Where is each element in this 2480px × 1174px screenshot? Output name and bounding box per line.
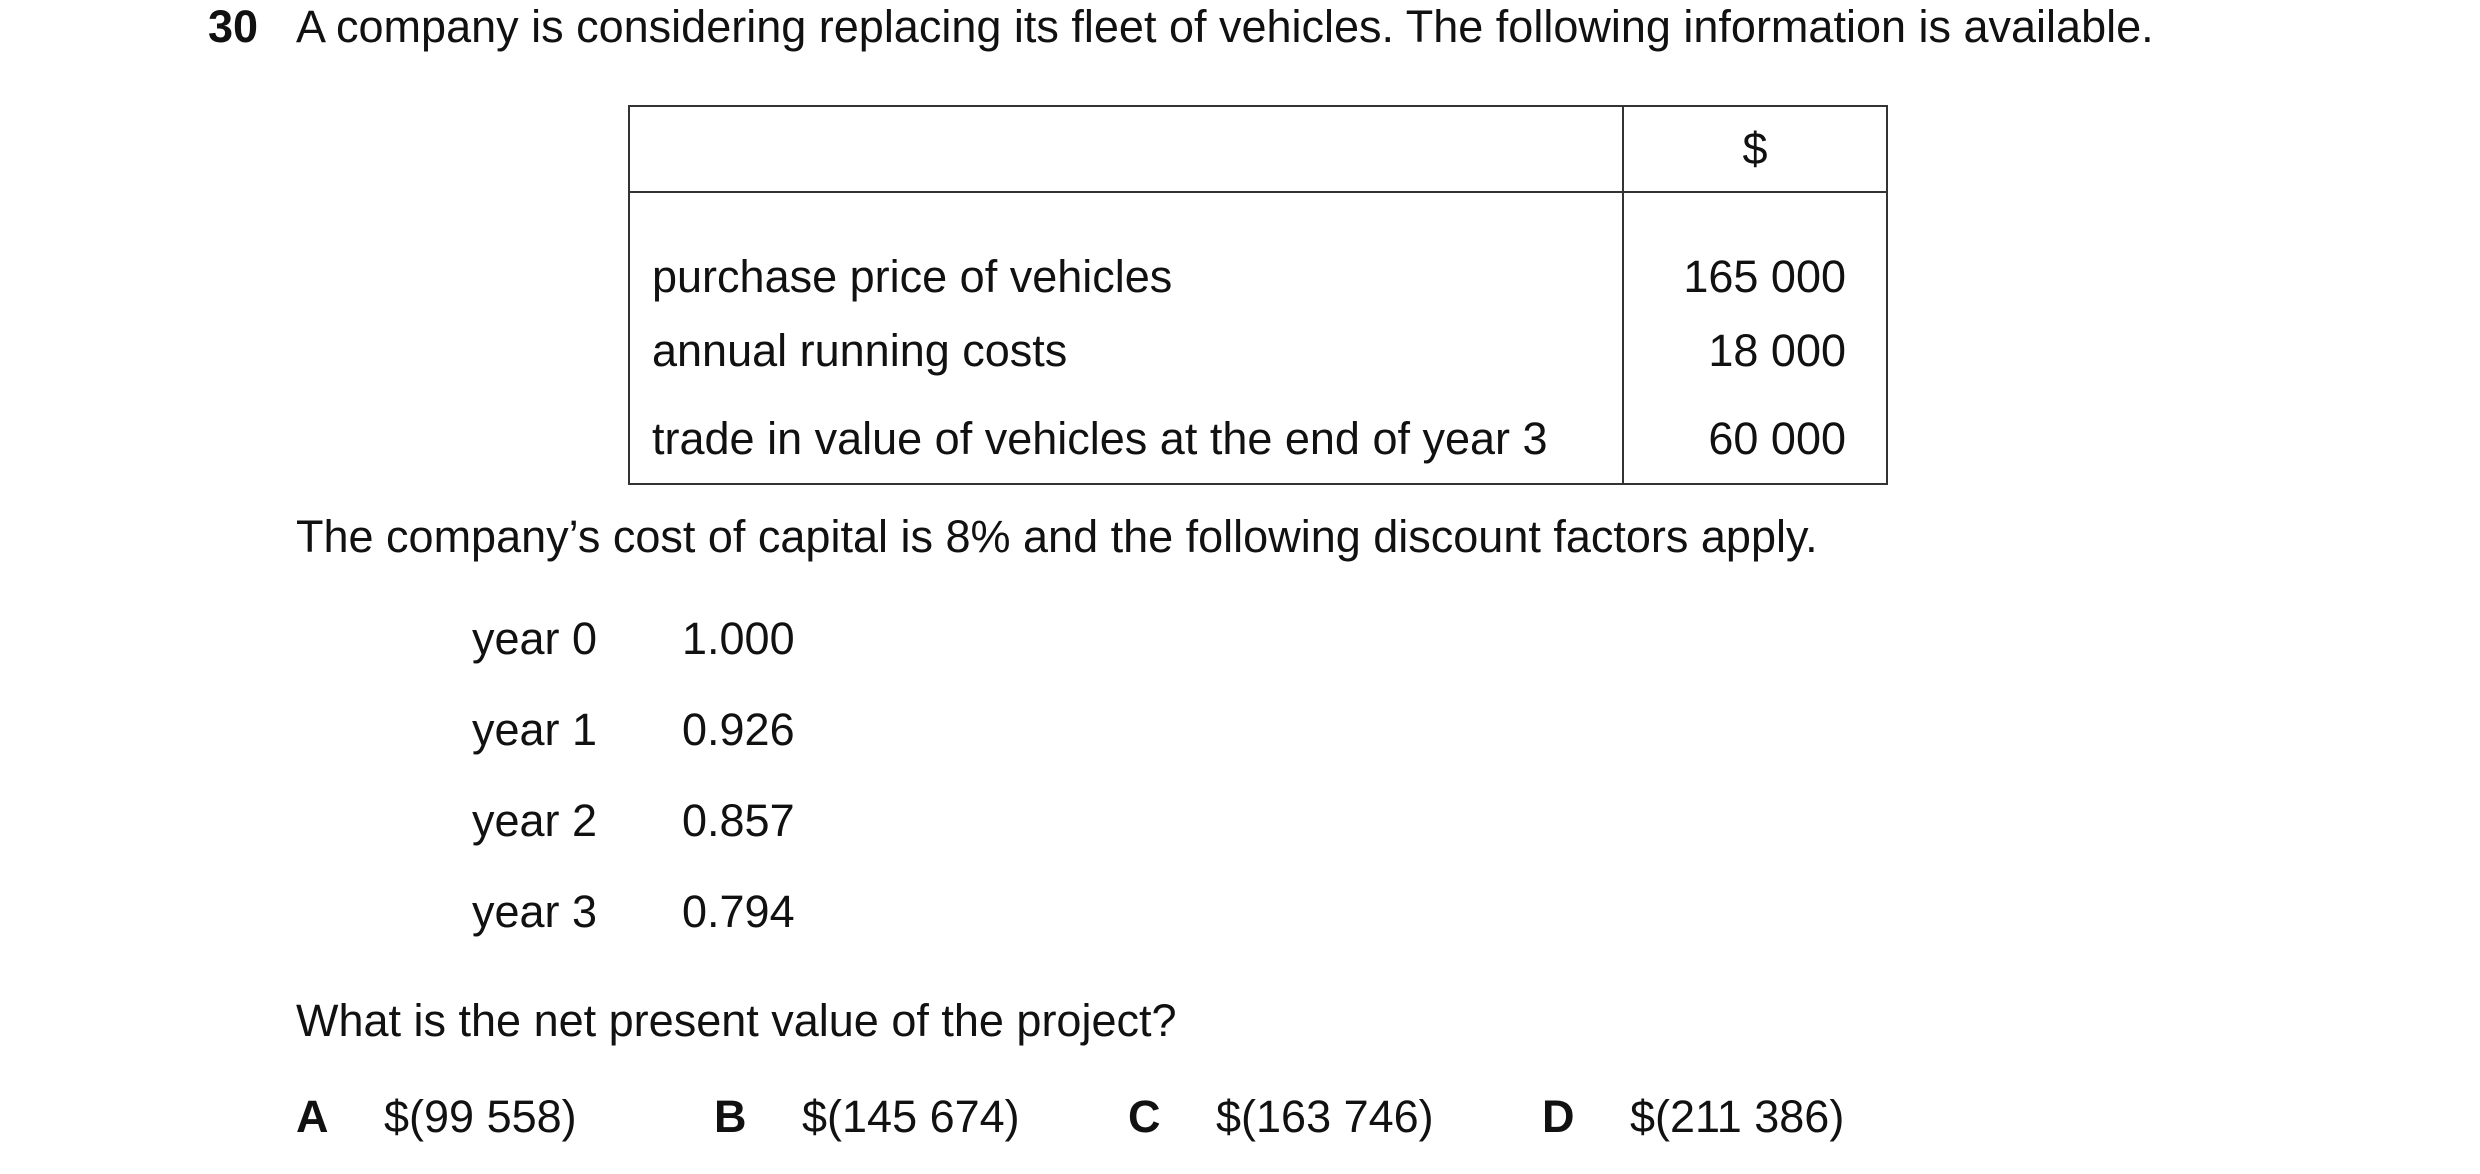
option-letter: D xyxy=(1542,1091,1575,1142)
option-value: $(211 386) xyxy=(1630,1091,1845,1142)
discount-factor-row xyxy=(472,703,795,794)
option-value: $(145 674) xyxy=(802,1091,1020,1142)
table-row xyxy=(629,192,1887,307)
table-row xyxy=(629,395,1887,484)
option-letter: C xyxy=(1128,1091,1161,1142)
discount-factor-row xyxy=(472,885,795,976)
table-header-label xyxy=(629,106,1623,192)
factor-value: 0.794 xyxy=(682,886,795,937)
option-value: $(99 558) xyxy=(384,1091,577,1142)
table-header-unit: $ xyxy=(1623,106,1887,192)
question-stem: A company is considering replacing its fleet of vehicles. The following information is available. xyxy=(296,1,2154,52)
factor-year: year 2 xyxy=(472,795,598,846)
row-amount: 60 000 xyxy=(1623,395,1887,484)
factor-value: 1.000 xyxy=(682,613,795,664)
discount-factor-list xyxy=(472,612,795,976)
factor-value: 0.857 xyxy=(682,795,795,846)
discount-factor-row xyxy=(472,794,795,885)
cost-of-capital-text: The company’s cost of capital is 8% and the following discount factors apply. xyxy=(296,511,1818,562)
factor-year: year 3 xyxy=(472,886,598,937)
table-header-row xyxy=(629,106,1887,192)
table-row xyxy=(629,307,1887,395)
factor-value: 0.926 xyxy=(682,704,795,755)
factor-year: year 1 xyxy=(472,704,598,755)
row-amount: 165 000 xyxy=(1623,192,1887,307)
factor-year: year 0 xyxy=(472,613,598,664)
option-letter: A xyxy=(296,1091,329,1142)
discount-factor-row xyxy=(472,612,795,703)
information-table xyxy=(628,105,1888,485)
row-amount: 18 000 xyxy=(1623,307,1887,395)
row-label: trade in value of vehicles at the end of year 3 xyxy=(629,395,1623,484)
row-label: annual running costs xyxy=(629,307,1623,395)
question-number: 30 xyxy=(208,1,259,52)
option-value: $(163 746) xyxy=(1216,1091,1434,1142)
row-label: purchase price of vehicles xyxy=(629,192,1623,307)
option-letter: B xyxy=(714,1091,747,1142)
question-prompt: What is the net present value of the project? xyxy=(296,995,1177,1046)
